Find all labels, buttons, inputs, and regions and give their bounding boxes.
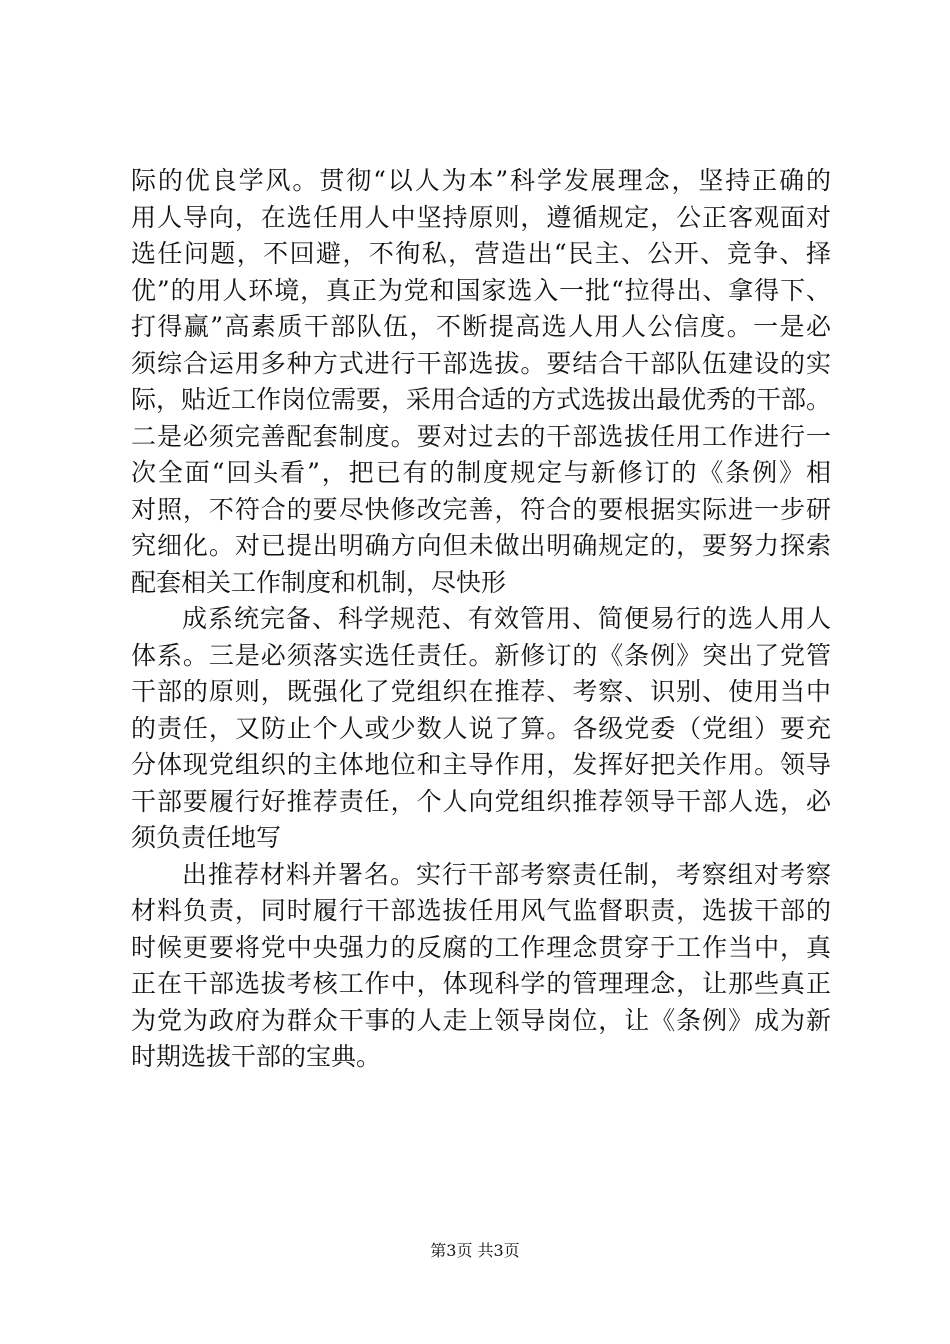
text-line: 分体现党组织的主体地位和主导作用，发挥好把关作用。领导 [131, 750, 831, 779]
text-line: 选任问题，不回避，不徇私，营造出“民主、公开、竞争、择 [131, 239, 831, 268]
text-line: 须综合运用多种方式进行干部选拔。要结合干部队伍建设的实 [131, 348, 831, 378]
text-line: 出推荐材料并署名。实行干部考察责任制，考察组对考察 [182, 859, 831, 889]
text-line: 时期选拔干部的宝典。 [131, 1042, 382, 1071]
text-line: 优”的用人环境，真正为党和国家选入一批“拉得出、拿得下、 [131, 275, 831, 305]
text-line: 打得赢”高素质干部队伍，不断提高选人用人公信度。一是必 [131, 312, 831, 341]
text-line: 时候更要将党中央强力的反腐的工作理念贯穿于工作当中，真 [131, 932, 831, 962]
text-line: 用人导向，在选任用人中坚持原则，遵循规定，公正客观面对 [131, 202, 831, 232]
text-line: 究细化。对已提出明确方向但未做出明确规定的，要努力探索 [131, 531, 831, 560]
text-line: 配套相关工作制度和机制，尽快形 [131, 567, 507, 597]
text-line: 际的优良学风。贯彻“以人为本”科学发展理念，坚持正确的 [131, 166, 831, 195]
text-line: 二是必须完善配套制度。要对过去的干部选拔任用工作进行一 [131, 421, 831, 451]
text-line: 干部的原则，既强化了党组织在推荐、考察、识别、使用当中 [131, 677, 831, 706]
page-number-footer: 第3页 共3页 [430, 1241, 520, 1260]
body-text [131, 163, 831, 1076]
text-line: 体系。三是必须落实选任责任。新修订的《条例》突出了党管 [131, 640, 831, 670]
text-line: 次全面“回头看”，把已有的制度规定与新修订的《条例》相 [131, 458, 831, 487]
text-line: 材料负责，同时履行干部选拔任用风气监督职责，选拔干部的 [131, 896, 831, 925]
text-line: 干部要履行好推荐责任，个人向党组织推荐领导干部人选，必 [131, 786, 831, 816]
text-line: 须负责任地写 [131, 823, 282, 852]
text-line: 对照，不符合的要尽快修改完善，符合的要根据实际进一步研 [131, 494, 831, 524]
text-line: 的责任，又防止个人或少数人说了算。各级党委（党组）要充 [131, 713, 831, 743]
text-line: 成系统完备、科学规范、有效管用、简便易行的选人用人 [182, 604, 831, 633]
text-line: 际，贴近工作岗位需要，采用合适的方式选拔出最优秀的干部。 [131, 385, 832, 414]
text-line: 正在干部选拔考核工作中，体现科学的管理理念，让那些真正 [131, 969, 831, 998]
text-line: 为党为政府为群众干事的人走上领导岗位，让《条例》成为新 [131, 1005, 831, 1035]
